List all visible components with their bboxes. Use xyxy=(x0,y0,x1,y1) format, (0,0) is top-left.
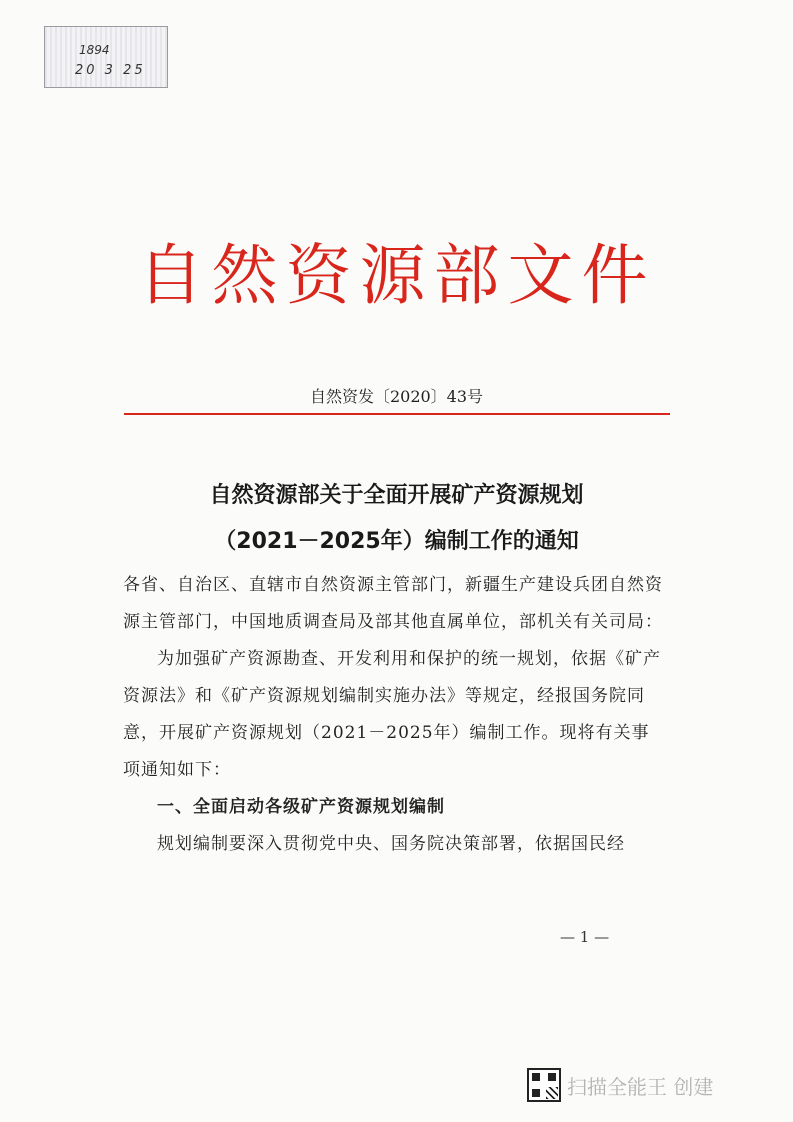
watermark-text: 扫描全能王 创建 xyxy=(567,1074,714,1099)
page-number: — 1 — xyxy=(560,928,610,946)
section-1-paragraph: 规划编制要深入贯彻党中央、国务院决策部署，依据国民经 xyxy=(157,834,625,854)
red-divider-line xyxy=(124,413,670,415)
document-body xyxy=(123,567,665,863)
document-number: 自然资发〔2020〕43号 xyxy=(309,387,484,406)
document-header-title: 自然资源部文件 xyxy=(137,237,656,314)
received-stamp xyxy=(44,26,168,88)
scanner-watermark xyxy=(527,1068,713,1102)
notice-title-line-1: 自然资源部关于全面开展矿产资源规划 xyxy=(209,483,584,508)
stamp-number: 1894 xyxy=(79,43,110,57)
section-heading-1: 一、全面启动各级矿产资源规划编制 xyxy=(157,797,445,817)
qr-code-icon xyxy=(527,1068,561,1102)
addressee-paragraph: 各省、自治区、直辖市自然资源主管部门，新疆生产建设兵团自然资源主管部门，中国地质调查局及部其他直属单位，部机关有关司局： xyxy=(123,575,663,632)
notice-title-line-2: （2021－2025年）编制工作的通知 xyxy=(214,529,579,554)
intro-paragraph: 为加强矿产资源勘查、开发利用和保护的统一规划，依据《矿产资源法》和《矿产资源规划编制实施办法》等规定，经报国务院同意，开展矿产资源规划（2021－2025年）编制工作。现将有关事项通知如下： xyxy=(123,649,661,780)
stamp-date: 20 3 25 xyxy=(75,63,146,78)
